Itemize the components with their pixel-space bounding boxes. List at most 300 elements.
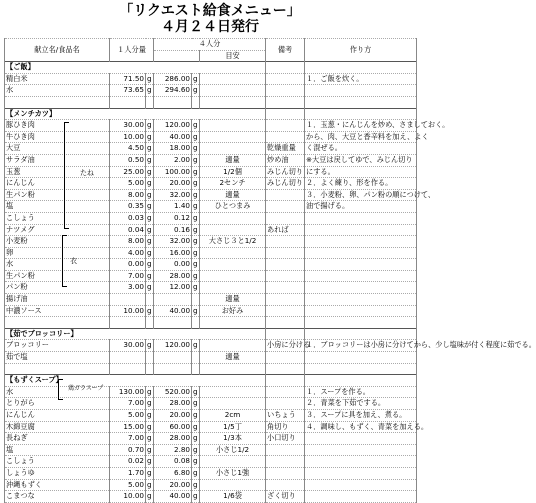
unit-label: g (192, 85, 200, 97)
unit-label: g (192, 236, 200, 248)
note-text: みじん切り (266, 178, 305, 190)
unit-label: g (146, 201, 154, 213)
unit-label: g (192, 410, 200, 422)
note-text (266, 201, 305, 213)
food-name: パン粉 (5, 282, 110, 294)
food-name: ナツメグ (5, 224, 110, 236)
header-per1: １人分量 (110, 39, 154, 62)
note-text (266, 96, 305, 108)
section-method-cell (305, 328, 417, 340)
method-text: にする。 (305, 166, 417, 178)
unit-label: g (146, 189, 154, 201)
food-name: 長ねぎ (5, 433, 110, 445)
guide-text (200, 224, 266, 236)
qty-per-person: 73.65 (110, 85, 146, 97)
qty-per-person: 130.00 (110, 386, 146, 398)
method-text (305, 96, 417, 108)
note-text (266, 236, 305, 248)
food-name (5, 363, 110, 375)
guide-text (200, 317, 266, 329)
unit-label: g (192, 224, 200, 236)
header-method: 作り方 (305, 39, 417, 62)
table-row (5, 456, 417, 468)
section-note-cell (266, 375, 305, 387)
note-text (266, 247, 305, 259)
food-name: 水 (5, 386, 110, 398)
qty-four-people: 20.00 (154, 410, 192, 422)
food-name: 卵 (5, 247, 110, 259)
guide-text: 大さじ３と1/2 (200, 236, 266, 248)
table-row (5, 85, 417, 97)
method-text (305, 270, 417, 282)
qty-per-person (110, 96, 146, 108)
group-label-tori: 鶏ガラスープ (68, 385, 104, 392)
unit-label: g (146, 166, 154, 178)
table-row (5, 421, 417, 433)
guide-text: 1/2個 (200, 166, 266, 178)
qty-per-person: 25.00 (110, 166, 146, 178)
unit-label: g (192, 178, 200, 190)
qty-four-people: 0.12 (154, 212, 192, 224)
qty-per-person: 0.02 (110, 456, 146, 468)
food-name: 茹で塩 (5, 352, 110, 364)
section-header (5, 375, 417, 387)
qty-per-person: 8.00 (110, 189, 146, 201)
guide-text (200, 456, 266, 468)
guide-text: 1/6袋 (200, 491, 266, 503)
unit-label: g (192, 259, 200, 271)
method-text: ※大豆は戻してゆで、みじん切り (305, 154, 417, 166)
qty-four-people: 520.00 (154, 386, 192, 398)
note-text (266, 212, 305, 224)
note-text: いちょう (266, 410, 305, 422)
method-text (305, 259, 417, 271)
qty-per-person: 10.00 (110, 131, 146, 143)
table-row (5, 305, 417, 317)
note-text: みじん切り (266, 166, 305, 178)
table-row (5, 433, 417, 445)
unit-label: g (146, 282, 154, 294)
unit-label: g (192, 282, 200, 294)
qty-four-people: 60.00 (154, 421, 192, 433)
method-text: ２．よく練り、形を作る。 (305, 178, 417, 190)
note-text (266, 131, 305, 143)
unit-label: g (192, 491, 200, 503)
unit-label: g (146, 224, 154, 236)
unit-label: g (192, 270, 200, 282)
unit-label: g (192, 456, 200, 468)
qty-four-people: 18.00 (154, 143, 192, 155)
unit-label (146, 294, 154, 306)
qty-per-person: 3.00 (110, 282, 146, 294)
qty-four-people: 40.00 (154, 131, 192, 143)
qty-four-people: 120.00 (154, 340, 192, 352)
unit-label: g (146, 444, 154, 456)
unit-label: g (146, 236, 154, 248)
unit-label (192, 96, 200, 108)
table-row (5, 363, 417, 375)
unit-label: g (192, 467, 200, 479)
method-text: く混ぜる。 (305, 143, 417, 155)
table-row (5, 410, 417, 422)
header-guide: 目安 (200, 50, 266, 62)
table-row (5, 294, 417, 306)
table-row (5, 352, 417, 364)
qty-per-person (110, 352, 146, 364)
guide-text: ひとつまみ (200, 201, 266, 213)
method-text (305, 247, 417, 259)
unit-label: g (146, 154, 154, 166)
qty-per-person: 8.00 (110, 236, 146, 248)
table-row (5, 73, 417, 85)
qty-four-people: 120.00 (154, 120, 192, 132)
unit-label (146, 352, 154, 364)
qty-four-people: 32.00 (154, 236, 192, 248)
unit-label: g (146, 340, 154, 352)
document-title: 「リクエスト給食メニュー」 (119, 3, 301, 19)
method-text (305, 491, 417, 503)
table-row (5, 398, 417, 410)
guide-text: 小さじ1強 (200, 467, 266, 479)
unit-label: g (192, 189, 200, 201)
qty-four-people: 6.80 (154, 467, 192, 479)
section-method-cell (305, 62, 417, 74)
header-note: 備考 (266, 39, 305, 62)
qty-per-person: 0.03 (110, 212, 146, 224)
food-name: 精白米 (5, 73, 110, 85)
guide-text (200, 212, 266, 224)
table-row (5, 96, 417, 108)
unit-label: g (192, 421, 200, 433)
guide-text (200, 143, 266, 155)
qty-four-people: 40.00 (154, 305, 192, 317)
qty-four-people: 12.00 (154, 282, 192, 294)
unit-label: g (192, 247, 200, 259)
note-text (266, 85, 305, 97)
qty-per-person (110, 363, 146, 375)
guide-text: 2cm (200, 410, 266, 422)
qty-four-people: 1.40 (154, 201, 192, 213)
guide-text (200, 363, 266, 375)
method-text: ３．スープに具を加え、煮る。 (305, 410, 417, 422)
unit-label: g (146, 421, 154, 433)
unit-label: g (146, 398, 154, 410)
guide-text (200, 247, 266, 259)
unit-label: g (146, 120, 154, 132)
qty-four-people: 28.00 (154, 433, 192, 445)
method-text: １．玉葱・にんじんを炒め、さましておく。 (305, 120, 417, 132)
table-row (5, 491, 417, 503)
note-text (266, 120, 305, 132)
section-title: 【メンチカツ】 (5, 108, 266, 120)
qty-per-person: 30.00 (110, 120, 146, 132)
method-text (305, 294, 417, 306)
unit-label: g (192, 154, 200, 166)
note-text (266, 386, 305, 398)
guide-text: 小さじ1/2 (200, 444, 266, 456)
table-row (5, 386, 417, 398)
method-text: １．スープを作る。 (305, 386, 417, 398)
guide-text (200, 270, 266, 282)
qty-four-people (154, 294, 192, 306)
guide-text (200, 120, 266, 132)
food-name: 牛ひき肉 (5, 131, 110, 143)
unit-label: g (146, 305, 154, 317)
note-text: 乾燥重量 (266, 143, 305, 155)
food-name (5, 317, 110, 329)
unit-label (146, 363, 154, 375)
method-text: ２．青菜を下茹でする。 (305, 398, 417, 410)
qty-per-person: 0.04 (110, 224, 146, 236)
unit-label: g (192, 120, 200, 132)
note-text (266, 352, 305, 364)
guide-text (200, 398, 266, 410)
unit-label: g (192, 386, 200, 398)
food-name: 塩 (5, 201, 110, 213)
food-name: 玉葱 (5, 166, 110, 178)
qty-per-person: 0.50 (110, 154, 146, 166)
food-name: 塩 (5, 444, 110, 456)
qty-per-person (110, 294, 146, 306)
note-text (266, 305, 305, 317)
food-name: しょうゆ (5, 467, 110, 479)
unit-label: g (146, 491, 154, 503)
guide-text: 適量 (200, 154, 266, 166)
qty-per-person: 0.35 (110, 201, 146, 213)
note-text: あれば (266, 224, 305, 236)
food-name: 大豆 (5, 143, 110, 155)
note-text: 小口切り (266, 433, 305, 445)
qty-four-people: 2.80 (154, 444, 192, 456)
header-food: 献立名/食品名 (5, 39, 110, 62)
qty-four-people (154, 352, 192, 364)
group-label-tane: たね (80, 169, 94, 177)
qty-four-people: 20.00 (154, 479, 192, 491)
guide-text (200, 282, 266, 294)
qty-four-people: 286.00 (154, 73, 192, 85)
method-text (305, 456, 417, 468)
unit-label: g (192, 201, 200, 213)
qty-per-person: 30.00 (110, 340, 146, 352)
qty-per-person: 7.00 (110, 270, 146, 282)
unit-label: g (192, 433, 200, 445)
qty-four-people (154, 317, 192, 329)
issue-date: ４月２４日発行 (161, 19, 259, 35)
unit-label: g (192, 131, 200, 143)
method-text: から、肉、大豆と香辛料を加え、よく (305, 131, 417, 143)
food-name: 中濃ソース (5, 305, 110, 317)
unit-label (192, 317, 200, 329)
section-header (5, 62, 417, 74)
unit-label: g (146, 433, 154, 445)
guide-text (200, 131, 266, 143)
method-text (305, 444, 417, 456)
group-bracket-koromo (62, 235, 67, 287)
group-bracket-tane (64, 122, 69, 229)
table-row (5, 467, 417, 479)
unit-label: g (192, 166, 200, 178)
unit-label: g (192, 143, 200, 155)
guide-text: 適量 (200, 352, 266, 364)
unit-label (146, 96, 154, 108)
note-text: 炒め油 (266, 154, 305, 166)
unit-label: g (146, 85, 154, 97)
section-title: 【もずくスープ】 (5, 375, 266, 387)
unit-label: g (146, 467, 154, 479)
qty-four-people: 28.00 (154, 398, 192, 410)
unit-label: g (192, 73, 200, 85)
guide-text: 適量 (200, 189, 266, 201)
qty-per-person: 4.50 (110, 143, 146, 155)
method-text: １．ブロッコリーは小房に分けてから、少し塩味が付く程度に茹でる。 (305, 340, 417, 352)
unit-label: g (192, 398, 200, 410)
qty-per-person: 71.50 (110, 73, 146, 85)
guide-text (200, 259, 266, 271)
qty-four-people: 40.00 (154, 491, 192, 503)
unit-label: g (192, 340, 200, 352)
unit-label (192, 352, 200, 364)
section-header (5, 108, 417, 120)
section-title: 【ご飯】 (5, 62, 266, 74)
note-text (266, 294, 305, 306)
food-name: こまつな (5, 491, 110, 503)
guide-text (200, 85, 266, 97)
qty-four-people: 0.08 (154, 456, 192, 468)
unit-label: g (146, 386, 154, 398)
qty-per-person: 10.00 (110, 305, 146, 317)
unit-label: g (146, 178, 154, 190)
qty-four-people: 0.16 (154, 224, 192, 236)
note-text (266, 467, 305, 479)
qty-four-people: 0.00 (154, 259, 192, 271)
unit-label: g (192, 305, 200, 317)
method-text (305, 467, 417, 479)
food-name: とりがら (5, 398, 110, 410)
unit-label (192, 294, 200, 306)
note-text (266, 317, 305, 329)
qty-per-person: 5.00 (110, 410, 146, 422)
guide-text (200, 479, 266, 491)
table-row (5, 340, 417, 352)
section-note-cell (266, 108, 305, 120)
note-text (266, 73, 305, 85)
qty-per-person: 15.00 (110, 421, 146, 433)
guide-text: 1/5丁 (200, 421, 266, 433)
qty-four-people: 20.00 (154, 178, 192, 190)
method-text (305, 479, 417, 491)
qty-four-people (154, 96, 192, 108)
method-text (305, 305, 417, 317)
unit-label: g (146, 212, 154, 224)
unit-label: g (146, 270, 154, 282)
qty-per-person: 5.00 (110, 178, 146, 190)
food-name: にんじん (5, 178, 110, 190)
section-note-cell (266, 62, 305, 74)
unit-label: g (146, 247, 154, 259)
food-name: 水 (5, 85, 110, 97)
note-text (266, 189, 305, 201)
note-text: 角切り (266, 421, 305, 433)
method-text: ３．小麦粉、卵、パン粉の順につけて、 (305, 189, 417, 201)
qty-per-person (110, 317, 146, 329)
guide-text (200, 340, 266, 352)
food-name: 木綿豆腐 (5, 421, 110, 433)
unit-label (192, 363, 200, 375)
section-method-cell (305, 375, 417, 387)
method-text (305, 224, 417, 236)
group-label-koromo: 衣 (70, 257, 77, 265)
table-row (5, 479, 417, 491)
qty-four-people (154, 363, 192, 375)
note-text (266, 363, 305, 375)
unit-label: g (146, 410, 154, 422)
method-text (305, 433, 417, 445)
unit-label: g (192, 212, 200, 224)
method-text: 油で揚げる。 (305, 201, 417, 213)
qty-per-person: 1.70 (110, 467, 146, 479)
food-name: 水 (5, 259, 110, 271)
header-per4: ４人分 (154, 39, 266, 51)
unit-label: g (146, 479, 154, 491)
food-name: こしょう (5, 456, 110, 468)
method-text: ４．調味し、もずく、青菜を加える。 (305, 421, 417, 433)
qty-per-person: 4.00 (110, 247, 146, 259)
method-text (305, 236, 417, 248)
unit-label: g (146, 143, 154, 155)
section-title: 【茹でブロッコリー】 (5, 328, 266, 340)
food-name: にんじん (5, 410, 110, 422)
unit-label (146, 317, 154, 329)
unit-label: g (146, 259, 154, 271)
guide-text: 1/3本 (200, 433, 266, 445)
unit-label: g (192, 479, 200, 491)
section-header (5, 328, 417, 340)
method-text: １．ご飯を炊く。 (305, 73, 417, 85)
qty-four-people: 28.00 (154, 270, 192, 282)
note-text (266, 479, 305, 491)
qty-four-people: 2.00 (154, 154, 192, 166)
qty-per-person: 5.00 (110, 479, 146, 491)
table-row (5, 317, 417, 329)
unit-label: g (146, 73, 154, 85)
guide-text (200, 386, 266, 398)
qty-per-person: 7.00 (110, 433, 146, 445)
food-name: 揚げ油 (5, 294, 110, 306)
section-note-cell (266, 328, 305, 340)
guide-text: お好み (200, 305, 266, 317)
food-name: 沖縄もずく (5, 479, 110, 491)
food-name: 生パン粉 (5, 189, 110, 201)
method-text (305, 282, 417, 294)
method-text (305, 85, 417, 97)
qty-four-people: 32.00 (154, 189, 192, 201)
table-row (5, 444, 417, 456)
food-name (5, 96, 110, 108)
food-name: こしょう (5, 212, 110, 224)
note-text (266, 444, 305, 456)
guide-text: 2センチ (200, 178, 266, 190)
unit-label: g (192, 444, 200, 456)
note-text (266, 270, 305, 282)
qty-per-person: 7.00 (110, 398, 146, 410)
note-text (266, 259, 305, 271)
qty-four-people: 294.60 (154, 85, 192, 97)
unit-label: g (146, 456, 154, 468)
note-text: 小房に分ける (266, 340, 305, 352)
unit-label: g (146, 131, 154, 143)
group-bracket-tori (58, 379, 63, 400)
qty-per-person: 10.00 (110, 491, 146, 503)
